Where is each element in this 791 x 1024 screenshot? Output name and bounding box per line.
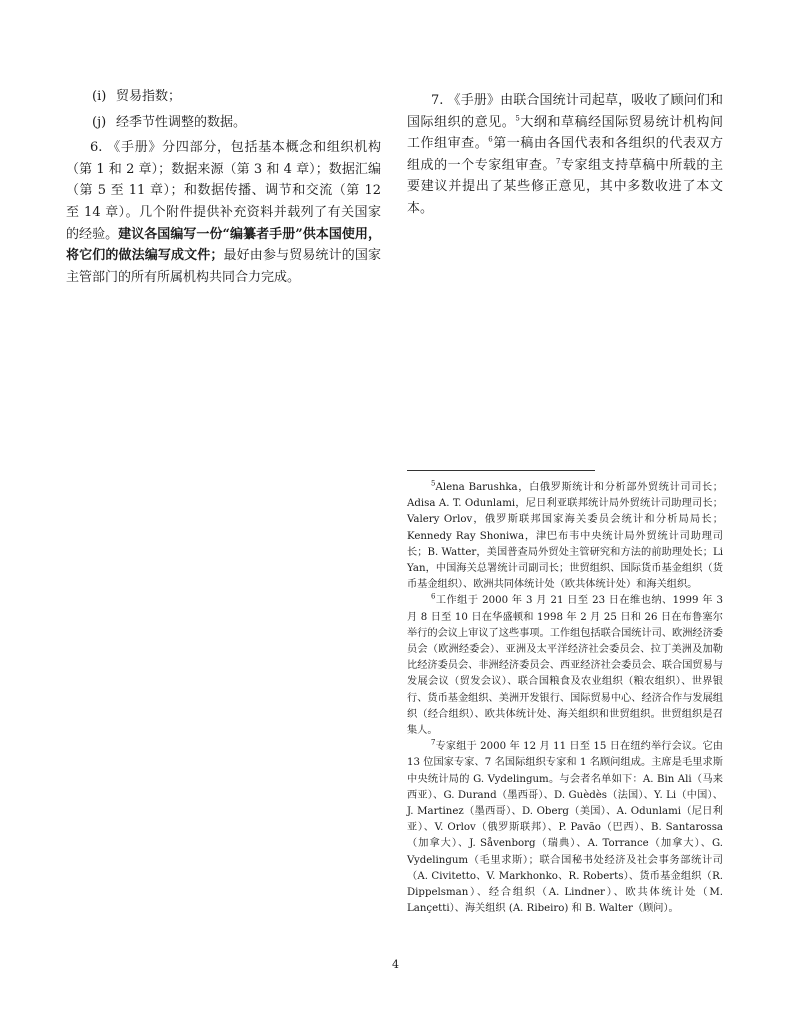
footnote-number: 6 bbox=[431, 593, 436, 602]
list-item bbox=[66, 86, 381, 108]
paragraph-6 bbox=[66, 137, 381, 288]
para6-bold-text: 建议各国编写一份“编纂者手册”供本国使用，将它们的做法编写成文件； bbox=[66, 226, 381, 264]
footnote-ref-6[interactable]: 6 bbox=[488, 135, 493, 144]
footnote-ref-5[interactable]: 5 bbox=[515, 114, 520, 123]
list-item bbox=[66, 112, 381, 134]
footnote-divider bbox=[407, 470, 595, 471]
para6-text: 6. 《手册》分四部分，包括基本概念和组织机构（第 1 和 2 章）；数据来源（第 3 和 4 章）；数据汇编（第 5 至 11 章）；和数据传播、调节和交流（第 12 至 14 章）。几个附件提供补充资料并载列了有关国家的经验。 bbox=[66, 140, 381, 242]
footnote-text: Alena Barushka，白俄罗斯统计和分析部外贸统计司司长；Adisa A. T. Odunlami，尼日利亚联邦统计局外贸统计司助理司长；Valery Orlov，俄罗斯联邦国家海关委员会统计和分析局局长；Kennedy Ray Shoniwa，津巴布韦中央统计局外贸统计司助理司长；B. Watter，美国普查局外贸处主管研究和方法的前助理处长；Li Yan，中国海关总署统计司副司长；世贸组织、国际货币基金组织（货币基金组织）、欧洲共同体统计处（欧共体统计处）和海关组织。 bbox=[407, 482, 723, 591]
footnote-text: 工作组于 2000 年 3 月 21 日至 23 日在维也纳、1999 年 3 月 8 日至 10 日在华盛顿和 1998 年 2 月 25 日和 26 日在布鲁塞尔举行的会议上审议了这些事项。工作组包括联合国统计司、欧洲经济委员会（欧洲经委会）、亚洲及太平洋经济社会委员会、拉丁美洲及加勒比经济委员会、非洲经济委员会、西亚经济社会委员会、联合国贸易与发展会议（贸发会议）、联合国粮食及农业组织（粮农组织）、世界银行、货币基金组织、美洲开发银行、国际贸易中心、经济合作与发展组织（经合组织）、欧共体统计处、海关组织和世贸组织。世贸组织是召集人。 bbox=[407, 595, 723, 737]
footnote-7 bbox=[407, 739, 723, 917]
footnote-6 bbox=[407, 593, 723, 739]
item-text: 经季节性调整的数据。 bbox=[116, 114, 247, 130]
footnote-number: 5 bbox=[431, 479, 436, 488]
item-label: (j) bbox=[92, 114, 107, 130]
footnotes bbox=[407, 480, 723, 917]
left-column bbox=[66, 86, 381, 288]
footnote-ref-7[interactable]: 7 bbox=[555, 157, 561, 166]
para6-text-end: 最好由参与贸易统计的国家主管部门的所有所属机构共同合力完成。 bbox=[66, 248, 381, 285]
para7-text-d: 专家组支持草稿中所载的主要建议并提出了某些修正意见，其中多数收进了本文本。 bbox=[407, 157, 723, 216]
right-column bbox=[407, 86, 723, 220]
item-text: 贸易指数； bbox=[116, 89, 182, 104]
footnote-text: 专家组于 2000 年 12 月 11 日至 15 日在纽约举行会议。它由 13 位国家专家、7 名国际组织专家和 1 名顾问组成。主席是毛里求斯中央统计局的 G. Vydelingum。与会者名单如下：A. Bin Ali（马来西亚）、G. Durand（墨西哥）、D. Guèdès（法国）、Y. Li（中国）、J. Martinez（墨西哥）、D. Oberg（美国）、A. Odunlami（尼日利亚）、V. Orlov（俄罗斯联邦）、P. Pavão（巴西）、B. Santarossa（加拿大）、J. Såvenborg（瑞典）、A. Torrance（加拿大）、G. Vydelingum（毛里求斯）；联合国秘书处经济及社会事务部统计司（A. Civitetto、V. Markhonko、R. Roberts）、货币基金组织（R. Dippelsman）、经合组织（A. Lindner）、欧共体统计处（M. Lançetti）、海关组织 (A. Ribeiro) 和 B. Walter（顾问）。 bbox=[407, 741, 723, 915]
footnote-number: 7 bbox=[431, 738, 436, 747]
item-label: (i) bbox=[92, 89, 107, 104]
para7-text-c: 第一稿由各国代表和各组织的代表双方组成的一个专家组审查。 bbox=[407, 136, 723, 173]
footnote-5 bbox=[407, 480, 723, 593]
para7-text-b: 大纲和草稿经国际贸易统计机构间工作组审查。 bbox=[407, 114, 723, 152]
para7-text-a: 7. 《手册》由联合国统计司起草，吸收了顾问们和国际组织的意见。 bbox=[407, 93, 723, 130]
paragraph-7 bbox=[407, 90, 723, 220]
page-number: 4 bbox=[392, 958, 399, 971]
